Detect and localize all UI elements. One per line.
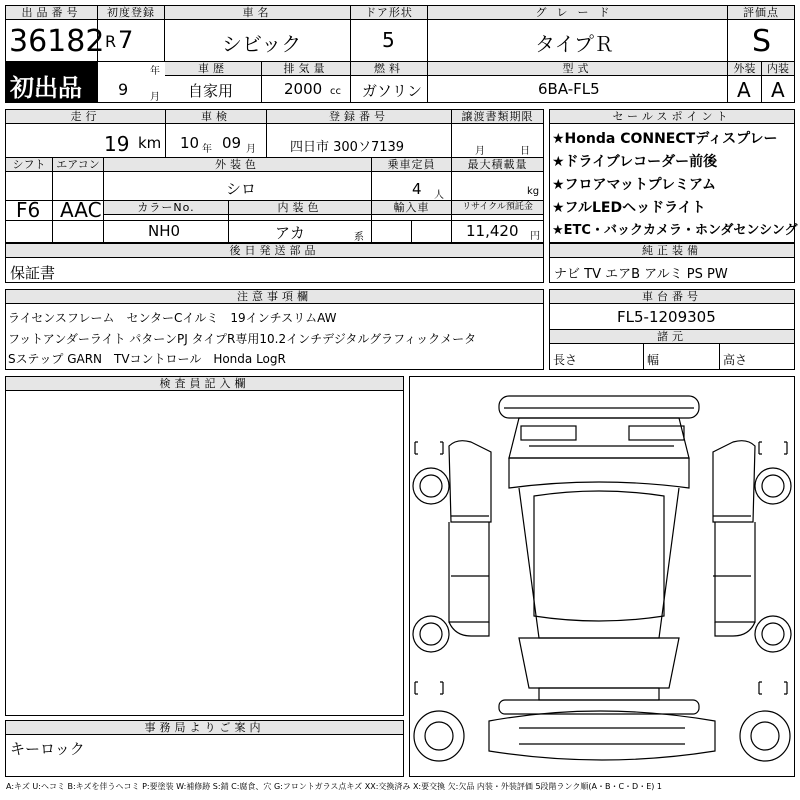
exterior-label: 外装	[728, 62, 761, 76]
first-registration-label: 初度登録	[98, 6, 164, 20]
history: 自家用	[188, 82, 234, 100]
chassis-label: 車台番号	[550, 290, 794, 304]
max-load-unit: kg	[527, 186, 540, 197]
score-label: 評価点	[728, 6, 794, 20]
notes-label: 注意事項欄	[6, 290, 543, 304]
year-unit: 年	[150, 66, 160, 77]
color-number-label: カラーNo.	[104, 201, 228, 215]
genuine-equipment-label: 純正装備	[550, 244, 794, 258]
fuel-label: 燃料	[351, 62, 427, 76]
inspector-box	[5, 376, 404, 716]
car-diagram	[409, 376, 795, 777]
capacity: 4	[412, 180, 422, 198]
notes-line: Sステップ GARN TVコントロール Honda LogR	[8, 352, 286, 366]
spec-width: 幅	[647, 353, 660, 367]
transfer-deadline-label: 譲渡書類期限	[452, 110, 543, 124]
year-number: 7	[118, 26, 134, 54]
lot-number-label: 出品番号	[6, 6, 97, 20]
grade-label: グレード	[428, 6, 727, 20]
transfer-day: 日	[520, 146, 530, 157]
first-listing-text: 初出品	[10, 74, 82, 102]
model: 6BA-FL5	[538, 80, 600, 98]
office-value: キーロック	[10, 740, 85, 758]
month-number: 9	[118, 80, 129, 99]
sales-points-label: セールスポイント	[550, 110, 794, 124]
displacement-unit: cc	[330, 86, 341, 97]
chassis-number: FL5-1209305	[617, 308, 716, 326]
inspection-year-unit: 年	[202, 144, 212, 155]
interior-grade: A	[771, 78, 785, 102]
legend-text: A:キズ U:ヘコミ B:キズを伴うヘコミ P:要塗装 W:補修跡 S:錆 C:腐食、穴 G:フロントガラス点キズ XX:交換済み X:要交換 欠:欠品 内装・外装評価 5段階ランク順(A・B・C・D・E) 1	[6, 782, 663, 791]
fuel: ガソリン	[362, 82, 423, 100]
exterior-grade: A	[737, 78, 751, 102]
history-label: 車歴	[165, 62, 261, 76]
sales-point-item: ★フルLEDヘッドライト	[552, 200, 706, 216]
era: R	[105, 32, 117, 51]
month-unit: 月	[150, 92, 160, 103]
sales-point-item: ★ドライブレコーダー前後	[552, 154, 718, 170]
door-label: ドア形状	[351, 6, 427, 20]
specs-label: 諸元	[550, 330, 794, 344]
inspection-month-unit: 月	[246, 144, 256, 155]
sales-point-item: ★ETC・バックカメラ・ホンダセンシング	[552, 223, 798, 238]
ac-label: エアコン	[53, 158, 103, 172]
exterior-color: シロ	[226, 180, 257, 198]
capacity-label: 乗車定員	[372, 158, 451, 172]
shift-label: シフト	[6, 158, 52, 172]
inspection-month: 09	[222, 134, 242, 152]
car-name: シビック	[222, 32, 302, 56]
sales-point-item: ★フロアマットプレミアム	[552, 177, 717, 193]
model-label: 型式	[428, 62, 727, 76]
interior-color-suffix: 系	[354, 232, 364, 243]
interior-color: アカ	[275, 224, 305, 242]
grade: タイプＲ	[535, 32, 614, 56]
score: S	[752, 24, 772, 59]
mileage-unit: km	[138, 134, 162, 152]
inspection-year: 10	[180, 134, 200, 152]
displacement: 2000	[284, 80, 323, 98]
later-parts-label: 後日発送部品	[6, 244, 543, 258]
spec-height: 高さ	[723, 353, 748, 367]
mileage: 19	[104, 132, 130, 156]
office-label: 事務局よりご案内	[6, 721, 403, 735]
interior-label: 内装	[762, 62, 794, 76]
sales-point-item: ★Honda CONNECTディスプレー	[552, 131, 778, 147]
spec-length: 長さ	[553, 353, 578, 367]
notes-line: フットアンダーライト パターンPJ タイプR専用10.2インチデジタルグラフィックメータ	[8, 332, 477, 346]
transfer-month: 月	[475, 146, 485, 157]
recycle-label: リサイクル預託金	[452, 201, 543, 215]
later-parts-value: 保証書	[10, 264, 56, 282]
recycle-unit: 円	[530, 231, 540, 242]
import-label: 輸入車	[372, 201, 451, 215]
max-load-label: 最大積載量	[452, 158, 543, 172]
interior-color-label: 内装色	[229, 201, 371, 215]
color-number: NH0	[148, 222, 181, 240]
car-name-label: 車名	[165, 6, 350, 20]
notes-line: ライセンスフレーム センターCイルミ 19インチスリムAW	[8, 311, 337, 325]
mileage-label: 走行	[6, 110, 165, 124]
registration-number: 四日市 300ソ7139	[290, 140, 405, 155]
registration-label: 登録番号	[267, 110, 451, 124]
door-count: 5	[382, 28, 395, 52]
recycle-fee: 11,420	[466, 222, 519, 240]
shift: F6	[16, 198, 41, 222]
exterior-color-label: 外装色	[104, 158, 371, 172]
capacity-unit: 人	[434, 190, 444, 201]
genuine-equipment-value: ナビ TV エアB アルミ PS PW	[554, 267, 728, 282]
lot-number: 36182	[9, 24, 105, 59]
inspector-label: 検査員記入欄	[6, 377, 403, 391]
ac: AAC	[60, 198, 102, 222]
inspection-label: 車検	[166, 110, 266, 124]
displacement-label: 排気量	[262, 62, 350, 76]
